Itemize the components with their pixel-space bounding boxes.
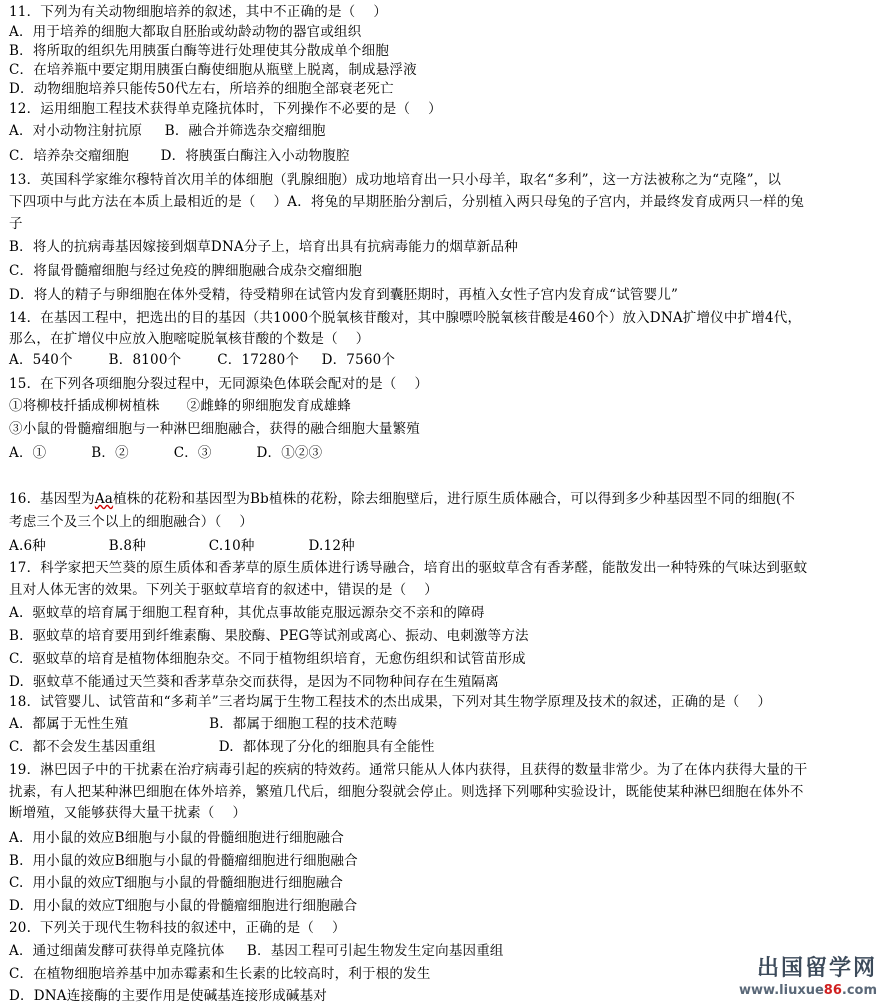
text-line: 12．运用细胞工程技术获得单克隆抗体时，下列操作不必要的是（ ）: [9, 101, 442, 117]
text-line: A．用于培养的细胞大都取自胚胎或幼龄动物的器官或组织: [9, 24, 362, 40]
text-line: A. 驱蚊草的培育属于细胞工程育种，其优点事故能克服远源杂交不亲和的障碍: [9, 605, 485, 621]
text-line: 16. 基因型为Aa植株的花粉和基因型为Bb植株的花粉，除去细胞壁后，进行原生质体融合，可以得到多少种基因型不同的细胞(不: [9, 491, 796, 507]
text-line: A. 用小鼠的效应B细胞与小鼠的骨髓细胞进行细胞融合: [9, 830, 344, 846]
text-line: 且对人体无害的效果。下列关于驱蚊草培育的叙述中，错误的是（ ）: [9, 582, 438, 598]
text-line: C．将鼠骨髓瘤细胞与经过免疫的脾细胞融合成杂交瘤细胞: [9, 263, 363, 279]
text-line: 考虑三个及三个以上的细胞融合）（ ）: [9, 514, 254, 530]
text-line: 13．英国科学家维尔穆特首次用羊的体细胞（乳腺细胞）成功地培育出一只小母羊，取名“多利”，这一方法被称之为“克隆”，以: [9, 172, 782, 188]
text-line: B. 用小鼠的效应B细胞与小鼠的骨髓瘤细胞进行细胞融合: [9, 853, 358, 869]
text-line: ③小鼠的骨髓瘤细胞与一种淋巴细胞融合，获得的融合细胞大量繁殖: [9, 421, 420, 437]
text-line: B．将人的抗病毒基因嫁接到烟草DNA分子上，培育出具有抗病毒能力的烟草新品种: [9, 239, 518, 255]
text-line: C．培养杂交瘤细胞 D．将胰蛋白酶注入小动物腹腔: [9, 148, 350, 164]
text-line: D．动物细胞培养只能传50代左右，所培养的细胞全部衰老死亡: [9, 81, 394, 97]
text-line: 子: [9, 216, 23, 232]
text-line: 14．在基因工程中，把选出的目的基因（共1000个脱氧核苷酸对，其中腺嘌呤脱氧核苷酸是460个）放入DNA扩增仪中扩增4代，: [9, 310, 802, 326]
text-line: 15．在下列各项细胞分裂过程中，无同源染色体联会配对的是（ ）: [9, 376, 429, 392]
text-line: 断增殖，又能够获得大量干扰素（ ）: [9, 805, 247, 821]
text-line: ①将柳枝扦插成柳树植株 ②雌蜂的卵细胞发育成雄蜂: [9, 398, 352, 414]
genotype-aa: Aa: [94, 491, 114, 507]
text-line: D．DNA连接酶的主要作用是使碱基连接形成碱基对: [9, 988, 328, 1004]
text-line: A．① B．② C．③ D．①②③: [9, 445, 323, 461]
text-line: 下四项中与此方法在本质上最相近的是（ ）A．将兔的早期胚胎分割后，分别植入两只母兔的子宫内，并最终发育成两只一样的兔: [9, 194, 805, 210]
text-line: 扰素，有人把某种淋巴细胞在体外培养，繁殖几代后，细胞分裂就会停止。则选择下列哪种实验设计，既能使某种淋巴细胞在体外不: [9, 784, 804, 800]
text-line: B．将所取的组织先用胰蛋白酶等进行处理使其分散成单个细胞: [9, 43, 390, 59]
text-line: 那么，在扩增仪中应放入胞嘧啶脱氧核苷酸的个数是（ ）: [9, 331, 370, 347]
text-line: A.6种 B.8种 C.10种 D.12种: [9, 538, 355, 554]
text-line: A．通过细菌发酵可获得单克隆抗体 B．基因工程可引起生物发生定向基因重组: [9, 943, 504, 959]
text-line: D．将人的精子与卵细胞在体外受精，待受精卵在试管内发育到囊胚期时，再植入女性子宫内发育成“试管婴儿”: [9, 287, 679, 303]
text-line: D. 驱蚊草不能通过天竺葵和香茅草杂交而获得，是因为不同物种间存在生殖隔离: [9, 674, 499, 690]
text-line: 19．淋巴因子中的干扰素在治疗病毒引起的疾病的特效药。通常只能从人体内获得，且获得的数量非常少。为了在体内获得大量的干: [9, 762, 808, 778]
text-line: C．在植物细胞培养基中加赤霉素和生长素的比较高时，利于根的发生: [9, 966, 431, 982]
text-line: 11．下列为有关动物细胞培养的叙述，其中不正确的是（ ）: [9, 4, 388, 20]
watermark-url-highlight: 86: [823, 983, 842, 998]
text-line: B. 驱蚊草的培育要用到纤维素酶、果胶酶、PEG等试剂或离心、振动、电刺激等方法: [9, 628, 529, 644]
text-line: A．对小动物注射抗原 B．融合并筛选杂交瘤细胞: [9, 123, 326, 139]
watermark-url-prefix: www.liuxue: [739, 983, 824, 998]
text-line: C．在培养瓶中要定期用胰蛋白酶使细胞从瓶壁上脱离，制成悬浮液: [9, 62, 417, 78]
text-line: C. 驱蚊草的培育是植物体细胞杂交。不同于植物组织培育，无愈伤组织和试管苗形成: [9, 651, 526, 667]
text-line: C. 用小鼠的效应T细胞与小鼠的骨髓细胞进行细胞融合: [9, 875, 344, 891]
text-line: A. 都属于无性生殖 B. 都属于细胞工程的技术范畴: [9, 716, 398, 732]
watermark-url-suffix: .com: [841, 983, 877, 998]
text-line: 20. 下列关于现代生物科技的叙述中，正确的是（ ）: [9, 920, 346, 936]
text-line: A．540个 B．8100个 C．17280个 D．7560个: [9, 352, 396, 368]
text-line: 17．科学家把天竺葵的原生质体和香茅草的原生质体进行诱导融合，培育出的驱蚊草含有香茅醛，能散发出一种特殊的气味达到驱蚊: [9, 560, 808, 576]
text-line: C. 都不会发生基因重组 D. 都体现了分化的细胞具有全能性: [9, 739, 435, 755]
text-line: D. 用小鼠的效应T细胞与小鼠的骨髓瘤细胞进行细胞融合: [9, 898, 358, 914]
watermark-title: 出国留学网: [756, 956, 877, 981]
site-watermark: [709, 956, 879, 1002]
text-line: 18．试管婴儿、试管苗和“多莉羊”三者均属于生物工程技术的杰出成果，下列对其生物学原理及技术的叙述，正确的是（ ）: [9, 694, 772, 710]
watermark-url: [739, 983, 877, 999]
